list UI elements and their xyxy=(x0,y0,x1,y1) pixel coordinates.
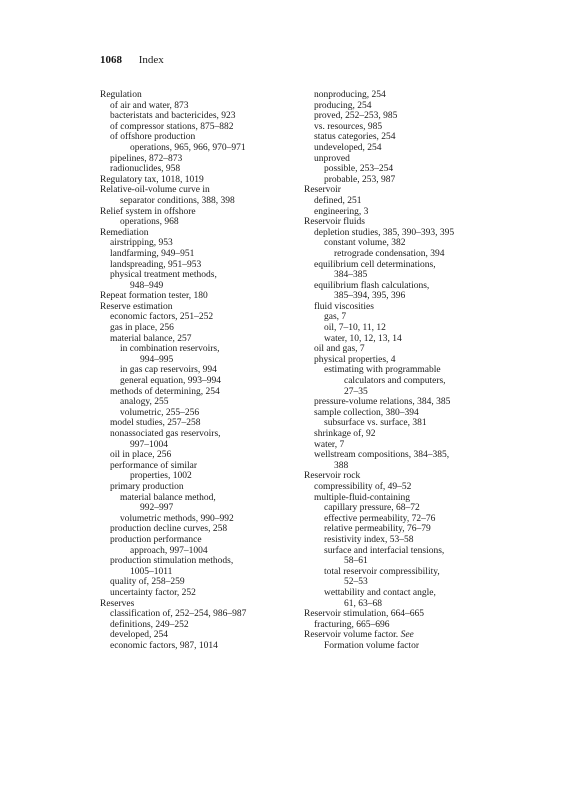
index-entry xyxy=(304,408,504,419)
index-entry xyxy=(100,312,295,323)
index-entry xyxy=(100,620,295,631)
index-entry xyxy=(304,154,504,165)
page-number: 1068 xyxy=(100,54,122,66)
index-entry xyxy=(304,376,504,387)
index-entry xyxy=(100,418,295,429)
index-entry-text: 58–61 xyxy=(344,556,368,567)
index-entry-text: Reserves xyxy=(100,598,135,609)
index-entry-text: surface and interfacial tensions, xyxy=(324,545,445,556)
index-entry xyxy=(100,376,295,387)
index-entry xyxy=(100,546,295,557)
index-entry-text: 1005–1011 xyxy=(130,566,173,577)
index-entry xyxy=(100,482,295,493)
index-entry xyxy=(304,577,504,588)
index-entry-text: subsurface vs. surface, 381 xyxy=(324,418,427,429)
index-entry xyxy=(304,323,504,334)
index-entry xyxy=(304,503,504,514)
index-entry-text: nonassociated gas reservoirs, xyxy=(110,429,221,439)
index-entry xyxy=(304,249,504,260)
running-title: Index xyxy=(138,54,164,66)
index-entry xyxy=(100,270,295,281)
index-entry xyxy=(304,228,504,239)
index-entry xyxy=(100,461,295,472)
index-entry-text: capillary pressure, 68–72 xyxy=(324,503,420,514)
index-entry xyxy=(304,546,504,557)
index-entry-text: of air and water, 873 xyxy=(110,100,189,111)
index-entry-text: 385–394, 395, 396 xyxy=(334,291,406,302)
index-entry xyxy=(304,493,504,504)
index-entry-text: water, 7 xyxy=(314,439,345,450)
index-entry xyxy=(100,567,295,578)
index-entry-text: operations, 965, 966, 970–971 xyxy=(130,142,246,153)
index-entry xyxy=(100,524,295,535)
index-entry-text: calculators and computers, xyxy=(344,376,446,387)
index-entry-text: 992–997 xyxy=(140,503,174,514)
index-entry xyxy=(100,609,295,620)
index-entry-text: unproved xyxy=(314,153,350,164)
index-entry-text: landspreading, 951–953 xyxy=(110,259,202,270)
index-entry xyxy=(304,101,504,112)
index-entry-text: Relative-oil-volume curve in xyxy=(100,185,210,196)
index-entry xyxy=(304,630,504,641)
index-entry xyxy=(304,175,504,186)
index-entry-text: status categories, 254 xyxy=(314,132,396,143)
index-entry-text: wellstream compositions, 384–385, xyxy=(314,450,450,461)
index-entry xyxy=(304,524,504,535)
index-entry-text: quality of, 258–259 xyxy=(110,577,185,588)
index-entry xyxy=(100,365,295,376)
index-entry xyxy=(304,164,504,175)
index-entry xyxy=(100,556,295,567)
index-entry-text: analogy, 255 xyxy=(120,397,169,408)
index-entry xyxy=(304,397,504,408)
index-entry xyxy=(304,429,504,440)
index-entry xyxy=(100,535,295,546)
index-entry xyxy=(100,514,295,525)
see-reference: See xyxy=(400,630,414,641)
index-entry-text: 384–385 xyxy=(334,270,368,281)
index-entry xyxy=(100,577,295,588)
index-entry xyxy=(304,334,504,345)
index-entry xyxy=(304,196,504,207)
index-entry xyxy=(100,429,295,440)
index-entry-text: gas, 7 xyxy=(324,312,347,323)
index-entry-text: physical properties, 4 xyxy=(314,354,396,365)
index-entry xyxy=(100,291,295,302)
index-entry xyxy=(304,387,504,398)
index-entry-text: 994–995 xyxy=(140,354,174,365)
index-entry xyxy=(304,217,504,228)
index-entry xyxy=(100,408,295,419)
index-entry-text: total reservoir compressibility, xyxy=(324,566,440,577)
index-entry xyxy=(100,471,295,482)
index-entry xyxy=(304,90,504,101)
index-entry-text: of compressor stations, 875–882 xyxy=(110,121,234,132)
index-entry-text: Reservoir fluids xyxy=(304,217,365,228)
index-entry xyxy=(304,344,504,355)
index-entry-text: retrograde condensation, 394 xyxy=(334,248,445,259)
index-entry xyxy=(304,599,504,610)
index-entry-text: separator conditions, 388, 398 xyxy=(120,195,235,206)
index-entry-text: depletion studies, 385, 390–393, 395 xyxy=(314,227,455,238)
index-entry-text: water, 10, 12, 13, 14 xyxy=(324,333,402,344)
index-entry xyxy=(304,556,504,567)
index-entry-text: primary production xyxy=(110,481,184,492)
index-column-left xyxy=(100,90,295,651)
index-entry-text: fluid viscosities xyxy=(314,301,374,312)
index-entry xyxy=(100,503,295,514)
index-entry-text: resistivity index, 53–58 xyxy=(324,534,414,545)
index-entry-text: equilibrium cell determinations, xyxy=(314,259,436,270)
index-entry-text: vs. resources, 985 xyxy=(314,121,383,132)
index-entry-text: fracturing, 665–696 xyxy=(314,619,390,630)
index-entry-text: in combination reservoirs, xyxy=(120,344,220,355)
index-entry-text: landfarming, 949–951 xyxy=(110,248,195,259)
index-entry-text: engineering, 3 xyxy=(314,206,369,217)
index-entry xyxy=(100,154,295,165)
index-entry-text: producing, 254 xyxy=(314,100,372,111)
index-entry-text: classification of, 252–254, 986–987 xyxy=(110,609,247,620)
index-entry-text: 948–949 xyxy=(130,280,164,291)
index-entry-text: undeveloped, 254 xyxy=(314,142,382,153)
index-entry xyxy=(100,185,295,196)
index-entry xyxy=(304,238,504,249)
index-entry xyxy=(304,418,504,429)
index-entry-text: model studies, 257–258 xyxy=(110,418,201,429)
index-entry-text: multiple-fluid-containing xyxy=(314,492,411,503)
index-entry-text: constant volume, 382 xyxy=(324,238,406,249)
index-entry-text: production performance xyxy=(110,534,202,545)
index-entry xyxy=(304,609,504,620)
index-entry xyxy=(100,249,295,260)
index-entry xyxy=(304,312,504,323)
index-entry xyxy=(100,599,295,610)
index-entry-text: 388 xyxy=(334,460,349,471)
index-entry-text: Remediation xyxy=(100,227,149,238)
index-entry xyxy=(100,334,295,345)
index-entry-text: 61, 63–68 xyxy=(344,598,382,609)
index-entry-text: operations, 968 xyxy=(120,217,179,228)
index-entry-text: sample collection, 380–394 xyxy=(314,407,419,418)
index-entry xyxy=(100,228,295,239)
index-entry xyxy=(100,344,295,355)
index-entry-text: defined, 251 xyxy=(314,195,362,206)
index-entry-text: 997–1004 xyxy=(130,439,168,450)
index-entry-text: radionuclides, 958 xyxy=(110,164,181,175)
index-entry-text: relative permeability, 76–79 xyxy=(324,524,431,535)
index-entry-text: Reservoir volume factor. xyxy=(304,630,399,641)
index-entry-text: production stimulation methods, xyxy=(110,556,234,567)
running-header xyxy=(100,53,164,67)
index-entry xyxy=(100,440,295,451)
index-entry-text: material balance, 257 xyxy=(110,333,192,344)
index-entry xyxy=(100,164,295,175)
index-entry-text: Regulation xyxy=(100,90,142,100)
index-entry-text: economic factors, 251–252 xyxy=(110,312,214,323)
index-entry xyxy=(100,217,295,228)
index-entry xyxy=(304,143,504,154)
index-entry xyxy=(100,238,295,249)
index-entry-text: approach, 997–1004 xyxy=(130,545,208,556)
index-entry-text: 27–35 xyxy=(344,386,368,397)
index-entry xyxy=(304,471,504,482)
index-entry-text: material balance method, xyxy=(120,492,216,503)
index-entry xyxy=(100,196,295,207)
index-entry-text: compressibility of, 49–52 xyxy=(314,481,412,492)
index-entry xyxy=(100,132,295,143)
index-entry-text: uncertainty factor, 252 xyxy=(110,587,196,598)
index-entry-text: performance of similar xyxy=(110,460,198,471)
index-entry xyxy=(304,440,504,451)
index-entry xyxy=(304,111,504,122)
index-entry-text: possible, 253–254 xyxy=(324,164,394,175)
index-entry-text: Reservoir rock xyxy=(304,471,361,482)
index-entry xyxy=(304,588,504,599)
index-entry xyxy=(304,185,504,196)
index-entry-text: Repeat formation tester, 180 xyxy=(100,291,208,302)
index-entry-text: wettability and contact angle, xyxy=(324,587,436,598)
index-entry xyxy=(100,450,295,461)
index-entry-text: pressure-volume relations, 384, 385 xyxy=(314,397,451,408)
index-entry xyxy=(304,207,504,218)
index-entry xyxy=(100,260,295,271)
index-entry xyxy=(304,461,504,472)
index-entry xyxy=(304,365,504,376)
index-entry xyxy=(100,90,295,101)
index-entry-text: Reservoir stimulation, 664–665 xyxy=(304,609,425,620)
index-entry-text: properties, 1002 xyxy=(130,471,192,482)
index-entry xyxy=(100,588,295,599)
index-entry-text: nonproducing, 254 xyxy=(314,90,386,100)
index-entry xyxy=(304,450,504,461)
index-entry xyxy=(100,630,295,641)
index-entry xyxy=(100,493,295,504)
index-entry-text: physical treatment methods, xyxy=(110,270,217,281)
index-entry-text: equilibrium flash calculations, xyxy=(314,280,430,291)
index-entry-text: general equation, 993–994 xyxy=(120,376,222,387)
index-entry-text: proved, 252–253, 985 xyxy=(314,111,398,122)
index-entry xyxy=(304,281,504,292)
index-entry-text: oil, 7–10, 11, 12 xyxy=(324,323,386,334)
index-entry-text: Reserve estimation xyxy=(100,301,173,312)
index-entry-text: in gas cap reservoirs, 994 xyxy=(120,365,217,376)
index-entry-text: pipelines, 872–873 xyxy=(110,153,183,164)
index-entry xyxy=(304,641,504,652)
index-entry xyxy=(100,281,295,292)
index-entry-text: shrinkage of, 92 xyxy=(314,429,376,439)
index-entry-text: methods of determining, 254 xyxy=(110,386,220,397)
index-entry-text: estimating with programmable xyxy=(324,365,441,376)
index-entry xyxy=(304,567,504,578)
index-entry-text: Formation volume factor xyxy=(324,640,419,651)
index-entry xyxy=(100,207,295,218)
index-entry xyxy=(100,355,295,366)
index-entry xyxy=(304,620,504,631)
index-entry xyxy=(100,302,295,313)
index-entry-text: gas in place, 256 xyxy=(110,323,174,334)
index-entry xyxy=(100,111,295,122)
index-entry-text: production decline curves, 258 xyxy=(110,524,228,535)
index-entry-text: of offshore production xyxy=(110,132,196,143)
index-entry xyxy=(304,514,504,525)
index-entry-text: volumetric, 255–256 xyxy=(120,407,200,418)
index-entry xyxy=(304,260,504,271)
index-entry xyxy=(304,291,504,302)
index-entry-text: effective permeability, 72–76 xyxy=(324,513,436,524)
index-entry-text: bacteristats and bactericides, 923 xyxy=(110,111,236,122)
index-entry xyxy=(100,175,295,186)
index-entry-text: airstripping, 953 xyxy=(110,238,173,249)
index-entry-text: probable, 253, 987 xyxy=(324,174,396,185)
index-entry xyxy=(304,482,504,493)
index-entry xyxy=(304,132,504,143)
index-entry xyxy=(100,397,295,408)
index-entry xyxy=(304,122,504,133)
index-entry-text: Relief system in offshore xyxy=(100,206,196,217)
index-entry-text: Reservoir xyxy=(304,185,341,196)
index-entry xyxy=(100,641,295,652)
index-entry-text: oil in place, 256 xyxy=(110,450,172,461)
index-entry-text: developed, 254 xyxy=(110,630,169,641)
index-entry xyxy=(100,101,295,112)
index-entry xyxy=(100,323,295,334)
index-entry xyxy=(304,355,504,366)
index-entry xyxy=(100,122,295,133)
index-entry-text: definitions, 249–252 xyxy=(110,619,189,630)
index-entry xyxy=(304,535,504,546)
index-entry-text: oil and gas, 7 xyxy=(314,344,365,355)
index-entry xyxy=(304,302,504,313)
index-entry-text: Regulatory tax, 1018, 1019 xyxy=(100,174,204,185)
index-entry-text: economic factors, 987, 1014 xyxy=(110,640,218,651)
index-entry xyxy=(100,143,295,154)
index-entry-text: volumetric methods, 990–992 xyxy=(120,513,234,524)
index-entry xyxy=(304,270,504,281)
index-column-right xyxy=(304,90,504,651)
index-entry-text: 52–53 xyxy=(344,577,368,588)
index-entry xyxy=(100,387,295,398)
